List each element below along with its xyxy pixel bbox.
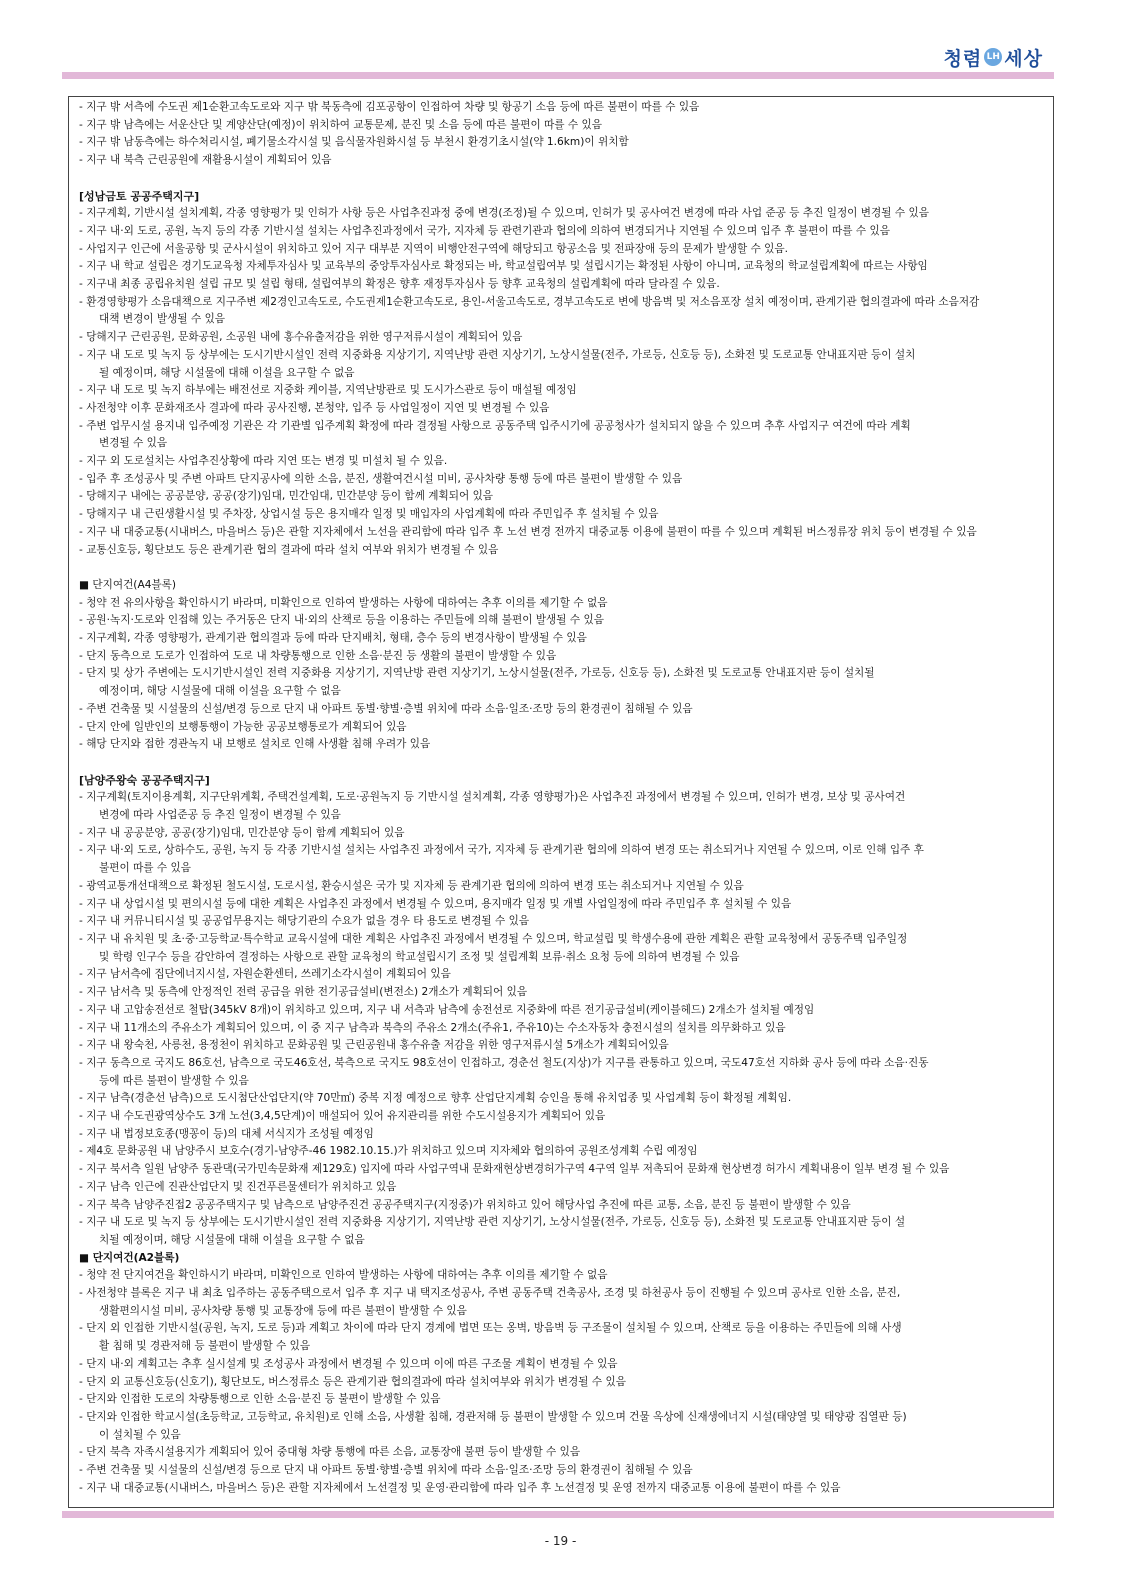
list-item: - 입주 후 조성공사 및 주변 아파트 단지공사에 의한 소음, 분진, 생활여건시설 미비, 공사차량 통행 등에 따른 불편이 발생할 수 있음 [79,472,683,485]
list-item: - 지구 내 도로 및 녹지 등 상부에는 도시기반시설인 전력 지중화용 지상기기, 지역난방 관련 지상기기, 노상시설물(전주, 가로등, 신호등 등), 소화전 및 도로교통 안내표지판 등이 설 [79,1216,906,1229]
list-item: - 지구 남측(경춘선 남측)으로 도시첨단산업단지(약 70만㎡) 중복 지정 예정으로 향후 산업단지계획 승인을 통해 유치업종 및 사업계획 등이 확정될 계획임. [79,1092,792,1105]
list-item: - 단지 안에 일반인의 보행통행이 가능한 공공보행통로가 계획되어 있음 [79,720,407,733]
list-item: - 사전청약 이후 문화재조사 결과에 따라 공사진행, 본청약, 입주 등 사업일정이 지연 및 변경될 수 있음 [79,401,550,414]
list-item: - 지구 외 도로설치는 사업추진상황에 따라 지연 또는 변경 및 미설치 될 수 있음. [79,455,448,468]
list-item: - 지구 내 상업시설 및 편의시설 등에 대한 계획은 사업추진 과정에서 변경될 수 있으며, 용지매각 일정 및 개별 사업일정에 따라 주민입주 후 설치될 수 있음 [79,897,792,910]
footer-divider [62,1511,1054,1518]
list-item: - 지구 남측 인근에 진관산업단지 및 진건푸른물센터가 위치하고 있음 [79,1180,397,1193]
list-item: - 당해지구 근린공원, 문화공원, 소공원 내에 홍수유출저감을 위한 영구저류시설이 계획되어 있음 [79,331,523,344]
list-item: - 지구 내 법정보호종(맹꽁이 등)의 대체 서식지가 조성될 예정임 [79,1127,374,1140]
list-item: - 지구 내·외 도로, 공원, 녹지 등의 각종 기반시설 설치는 사업추진과정에서 국가, 지자체 등 관련기관과 협의에 의하여 변경되거나 지연될 수 있으며 입주 후 불편이 따를 수 있음 [79,224,890,237]
section-a2-notes [79,1267,1043,1497]
subsection-title-a2: ■ 단지여건(A2블록) [79,1251,180,1264]
list-item: - 지구 밖 서측에 수도권 제1순환고속도로와 지구 밖 북동측에 김포공항이 인접하여 차량 및 항공기 소음 등에 따른 불편이 따를 수 있음 [79,101,700,113]
section-seongnam-notes [79,205,1043,559]
list-item: - 지구 내 공공분양, 공공(장기)임대, 민간분양 등이 함께 계획되어 있음 [79,826,405,839]
list-item: 및 학령 인구수 등을 감안하여 결정하는 사항으로 관할 교육청의 학교설립시기 조정 및 설립계획 보류·취소 요청 등에 의하여 변경될 수 있음 [99,950,740,963]
logo-text-left: 청렴 [943,47,983,70]
list-item: - 지구계획, 각종 영향평가, 관계기관 협의결과 등에 따라 단지배치, 형태, 층수 등의 변경사항이 발생될 수 있음 [79,632,587,645]
list-item: - 해당 단지와 접한 경관녹지 내 보행로 설치로 인해 사생활 침해 우려가 있음 [79,738,431,751]
list-item: 변경될 수 있음 [99,437,168,450]
list-item: - 지구 남서측에 집단에너지시설, 자원순환센터, 쓰레기소각시설이 계획되어 있음 [79,968,451,981]
section-bucheon-notes [79,99,1043,170]
subsection-title-a4: ■ 단지여건(A4블록) [79,578,177,591]
notice-box [68,96,1054,1508]
list-item: 등에 따른 불편이 발생할 수 있음 [99,1074,249,1087]
list-item: - 지구 밖 남측에는 서운산단 및 계양산단(예정)이 위치하여 교통문제, 분진 및 소음 등에 따른 불편이 따를 수 있음 [79,118,602,131]
logo [933,40,1043,74]
spacer [79,754,1043,772]
list-item: - 지구 내 대중교통(시내버스, 마을버스 등)은 관할 지자체에서 노선을 관리함에 따라 입주 후 노선 변경 전까지 대중교통 이용에 불편이 따를 수 있으며 계획된 버스정류장 위치 등이 변경될 수 있음 [79,525,977,538]
list-item: 예정이며, 해당 시설물에 대해 이설을 요구할 수 없음 [99,685,341,698]
list-item: 대책 변경이 발생될 수 있음 [99,313,226,326]
list-item: - 지구 내 유치원 및 초·중·고등학교·특수학교 교육시설에 대한 계획은 사업추진 과정에서 변경될 수 있으며, 학교설립 및 학생수용에 관한 계획은 관할 교육청에서 공동주택 입주일정 [79,933,908,945]
list-item: - 단지 북측 자족시설용지가 계획되어 있어 중대형 차량 통행에 따른 소음, 교통장애 불편 등이 발생할 수 있음 [79,1446,581,1459]
list-item: - 단지 외 인접한 기반시설(공원, 녹지, 도로 등)과 계획고 차이에 따라 단지 경계에 법면 또는 옹벽, 방음벽 등 구조물이 설치될 수 있으며, 산책로 등을 이용하는 주민들에 의해 사생 [79,1322,902,1335]
list-item: - 단지 외 교통신호등(신호기), 횡단보도, 버스정류소 등은 관계기관 협의결과에 따라 설치여부와 위치가 변경될 수 있음 [79,1375,626,1388]
header-divider [62,72,1054,79]
list-item: - 단지 동측으로 도로가 인접하여 도로 내 차량통행으로 인한 소음·분진 등 생활의 불편이 발생할 수 있음 [79,649,557,662]
list-item: - 지구 내 왕숙천, 사릉천, 용정천이 위치하고 문화공원 및 근린공원내 홍수유출 저감을 위한 영구저류시설 5개소가 계획되어있음 [79,1039,669,1052]
list-item: 활 침해 및 경관저해 등 불편이 발생할 수 있음 [99,1340,311,1353]
list-item: - 지구내 최종 공립유치원 설립 규모 및 설립 형태, 설립여부의 확정은 향후 재정투자심사 등 향후 교육청의 설립계획에 따라 달라질 수 있음. [79,278,720,291]
list-item: - 지구계획, 기반시설 설치계획, 각종 영향평가 및 인허가 사항 등은 사업추진과정 중에 변경(조정)될 수 있으며, 인허가 및 공사여건 변경에 따라 사업 준공 등 추진 일정이 변경될 수 있음 [79,207,929,220]
logo-mark-icon: LH [984,48,1002,66]
list-item: - 지구 내 고압송전선로 철탑(345kV 8개)이 위치하고 있으며, 지구 내 서측과 남측에 송전선로 지중화에 따른 전기공급설비(케이블헤드) 2개소가 설치될 예정임 [79,1003,815,1016]
list-item: - 당해지구 내에는 공공분양, 공공(장기)임대, 민간임대, 민간분양 등이 함께 계획되어 있음 [79,490,494,503]
list-item: - 지구 내 학교 설립은 경기도교육청 자체투자심사 및 교육부의 중앙투자심사로 확정되는 바, 학교설립여부 및 설립시기는 확정된 사항이 아니며, 교육청의 학교설립계획에 따르는 사항임 [79,260,928,273]
list-item: - 단지와 인접한 도로의 차량통행으로 인한 소음·분진 등 불편이 발생할 수 있음 [79,1393,441,1406]
list-item: - 지구 내·외 도로, 상하수도, 공원, 녹지 등 각종 기반시설 설치는 사업추진 과정에서 국가, 지자체 등 관계기관 협의에 의하여 변경 또는 취소되거나 지연될 수 있으며, 이로 인해 입주 후 [79,844,924,857]
list-item: - 지구 내 대중교통(시내버스, 마을버스 등)은 관할 지자체에서 노선결정 및 운영·관리함에 따라 입주 후 노선결정 및 운영 전까지 대중교통 이용에 불편이 따를 수 있음 [79,1481,841,1494]
list-item: 치될 예정이며, 해당 시설물에 대해 이설을 요구할 수 없음 [99,1233,365,1246]
list-item: - 지구 내 11개소의 주유소가 계획되어 있으며, 이 중 지구 남측과 북측의 주유소 2개소(주유1, 주유10)는 수소자동차 충전시설의 설치를 의무화하고 있음 [79,1021,786,1034]
list-item: - 지구 동측으로 국지도 86호선, 남측으로 국도46호선, 북측으로 국지도 98호선이 인접하고, 경춘선 철도(지상)가 지구를 관통하고 있으며, 국도47호선 지하화 공사 등에 따라 소음·진동 [79,1056,929,1069]
spacer [79,559,1043,577]
list-item: - 당해지구 내 근린생활시설 및 주차장, 상업시설 등은 용지매각 일정 및 매입자의 사업계획에 따라 주민입주 후 설치될 수 있음 [79,508,659,521]
list-item: - 지구 남서측 및 동측에 안정적인 전력 공급을 위한 전기공급설비(변전소) 2개소가 계획되어 있음 [79,986,528,999]
list-item: - 지구 내 커뮤니티시설 및 공공업무용지는 해당기관의 수요가 없을 경우 타 용도로 변경될 수 있음 [79,915,530,928]
list-item: 될 예정이며, 해당 시설물에 대해 이설을 요구할 수 없음 [99,366,355,379]
list-item: - 주변 업무시설 용지내 입주예정 기관은 각 기관별 입주계획 확정에 따라 결정될 사항으로 공동주택 입주시기에 공공청사가 설치되지 않을 수 있으며 추후 사업지구 여건에 따라 계획 [79,419,911,432]
list-item: - 단지와 인접한 학교시설(초등학교, 고등학교, 유치원)로 인해 소음, 사생활 침해, 경관저해 등 불편이 발생할 수 있으며 건물 옥상에 신재생에너지 시설(태양열 및 태양광 집열판 등) [79,1410,907,1423]
list-item: - 지구계획(토지이용계획, 지구단위계획, 주택건설계획, 도로·공원녹지 등 기반시설 설치계획, 각종 영향평가)은 사업추진 과정에서 변경될 수 있으며, 인허가 변경, 보상 및 공사여건 [79,791,906,804]
list-item: - 주변 건축물 및 시설물의 신설/변경 등으로 단지 내 아파트 동별·향별·층별 위치에 따라 소음·일조·조망 등의 환경권이 침해될 수 있음 [79,1464,693,1477]
list-item: 변경에 따라 사업준공 등 추진 일정이 변경될 수 있음 [99,809,341,822]
list-item: - 제4호 문화공원 내 남양주시 보호수(경기-남양주-46 1982.10.15.)가 위치하고 있으며 지자체와 협의하여 공원조성계획 수립 예정임 [79,1145,698,1158]
list-item: - 지구 내 도로 및 녹지 하부에는 배전선로 지중화 케이블, 지역난방관로 및 도시가스관로 등이 매설될 예정임 [79,384,577,397]
list-item: - 지구 밖 남동측에는 하수처리시설, 폐기물소각시설 및 음식물자원화시설 등 부천시 환경기초시설(약 1.6km)이 위치함 [79,136,629,149]
list-item: - 교통신호등, 횡단보도 등은 관계기관 협의 결과에 따라 설치 여부와 위치가 변경될 수 있음 [79,543,499,556]
list-item: - 주변 건축물 및 시설물의 신설/변경 등으로 단지 내 아파트 동별·향별·층별 위치에 따라 소음·일조·조망 등의 환경권이 침해될 수 있음 [79,702,693,715]
section-namyangju-notes [79,789,1043,1249]
list-item: - 청약 전 단지여건을 확인하시기 바라며, 미확인으로 인하여 발생하는 사항에 대하여는 추후 이의를 제기할 수 없음 [79,1269,608,1282]
list-item: - 공원·녹지·도로와 인접해 있는 주거동은 단지 내·외의 산책로 등을 이용하는 주민들에 의해 불편이 발생될 수 있음 [79,614,604,627]
list-item: - 지구 북서측 일원 남양주 동관댁(국가민속문화재 제129호) 입지에 따라 사업구역내 문화재현상변경허가구역 4구역 일부 저촉되어 문화재 현상변경 허가시 계획내용이 일부 변경 될 수 있음 [79,1163,950,1176]
list-item: 이 설치될 수 있음 [99,1428,181,1441]
list-item: - 청약 전 유의사항을 확인하시기 바라며, 미확인으로 인하여 발생하는 사항에 대하여는 추후 이의를 제기할 수 없음 [79,596,608,609]
logo-text-right: 세상 [1004,47,1043,70]
list-item: - 단지 및 상가 주변에는 도시기반시설인 전력 지중화용 지상기기, 지역난방 관련 지상기기, 노상시설물(전주, 가로등, 신호등 등), 소화전 및 도로교통 안내표지판 등이 설치될 [79,667,875,680]
section-title-namyangju: [남양주왕숙 공공주택지구] [79,773,210,787]
page-number: - 19 - [544,1534,577,1548]
list-item: - 단지 내·외 계획고는 추후 실시설계 및 조성공사 과정에서 변경될 수 있으며 이에 따른 구조물 계획이 변경될 수 있음 [79,1357,618,1370]
list-item: - 지구 내 도로 및 녹지 등 상부에는 도시기반시설인 전력 지중화용 지상기기, 지역난방 관련 지상기기, 노상시설물(전주, 가로등, 신호등 등), 소화전 및 도로교통 안내표지판 등이 설치 [79,348,916,361]
list-item: - 사업지구 인근에 서울공항 및 군사시설이 위치하고 있어 지구 대부분 지역이 비행안전구역에 해당되고 항공소음 및 전파장애 등의 문제가 발생할 수 있음. [79,242,789,255]
section-title-seongnam: [성남금토 공공주택지구] [79,189,200,203]
list-item: - 지구 북측 남양주진접2 공공주택지구 및 남측으로 남양주진건 공공주택지구(지정중)가 위치하고 있어 해당사업 추진에 따른 교통, 소음, 분진 등 불편이 발생할 수 있음 [79,1198,851,1211]
section-a4-notes [79,595,1043,754]
spacer [79,170,1043,188]
list-item: - 사전청약 블록은 지구 내 최초 입주하는 공동주택으로서 입주 후 지구 내 택지조성공사, 주변 공동주택 건축공사, 조경 및 하천공사 등이 진행될 수 있으며 공사로 인한 소음, 분진, [79,1287,901,1300]
list-item: - 지구 내 북측 근린공원에 재활용시설이 계획되어 있음 [79,154,332,167]
list-item: - 환경영향평가 소음대책으로 지구주변 제2경인고속도로, 수도권제1순환고속도로, 용인-서울고속도로, 경부고속도로 변에 방음벽 및 저소음포장 설치 예정이며, 관계기관 협의결과에 따라 소음저감 [79,295,980,308]
list-item: 생활편의시설 미비, 공사차량 통행 및 교통장애 등에 따른 불편이 발생할 수 있음 [99,1304,467,1317]
list-item: - 광역교통개선대책으로 확정된 철도시설, 도로시설, 환승시설은 국가 및 지자체 등 관계기관 협의에 의하여 변경 또는 취소되거나 지연될 수 있음 [79,879,744,892]
list-item: - 지구 내 수도권광역상수도 3개 노선(3,4,5단계)이 매설되어 있어 유지관리를 위한 수도시설용지가 계획되어 있음 [79,1110,606,1123]
list-item: 불편이 따를 수 있음 [99,862,191,875]
